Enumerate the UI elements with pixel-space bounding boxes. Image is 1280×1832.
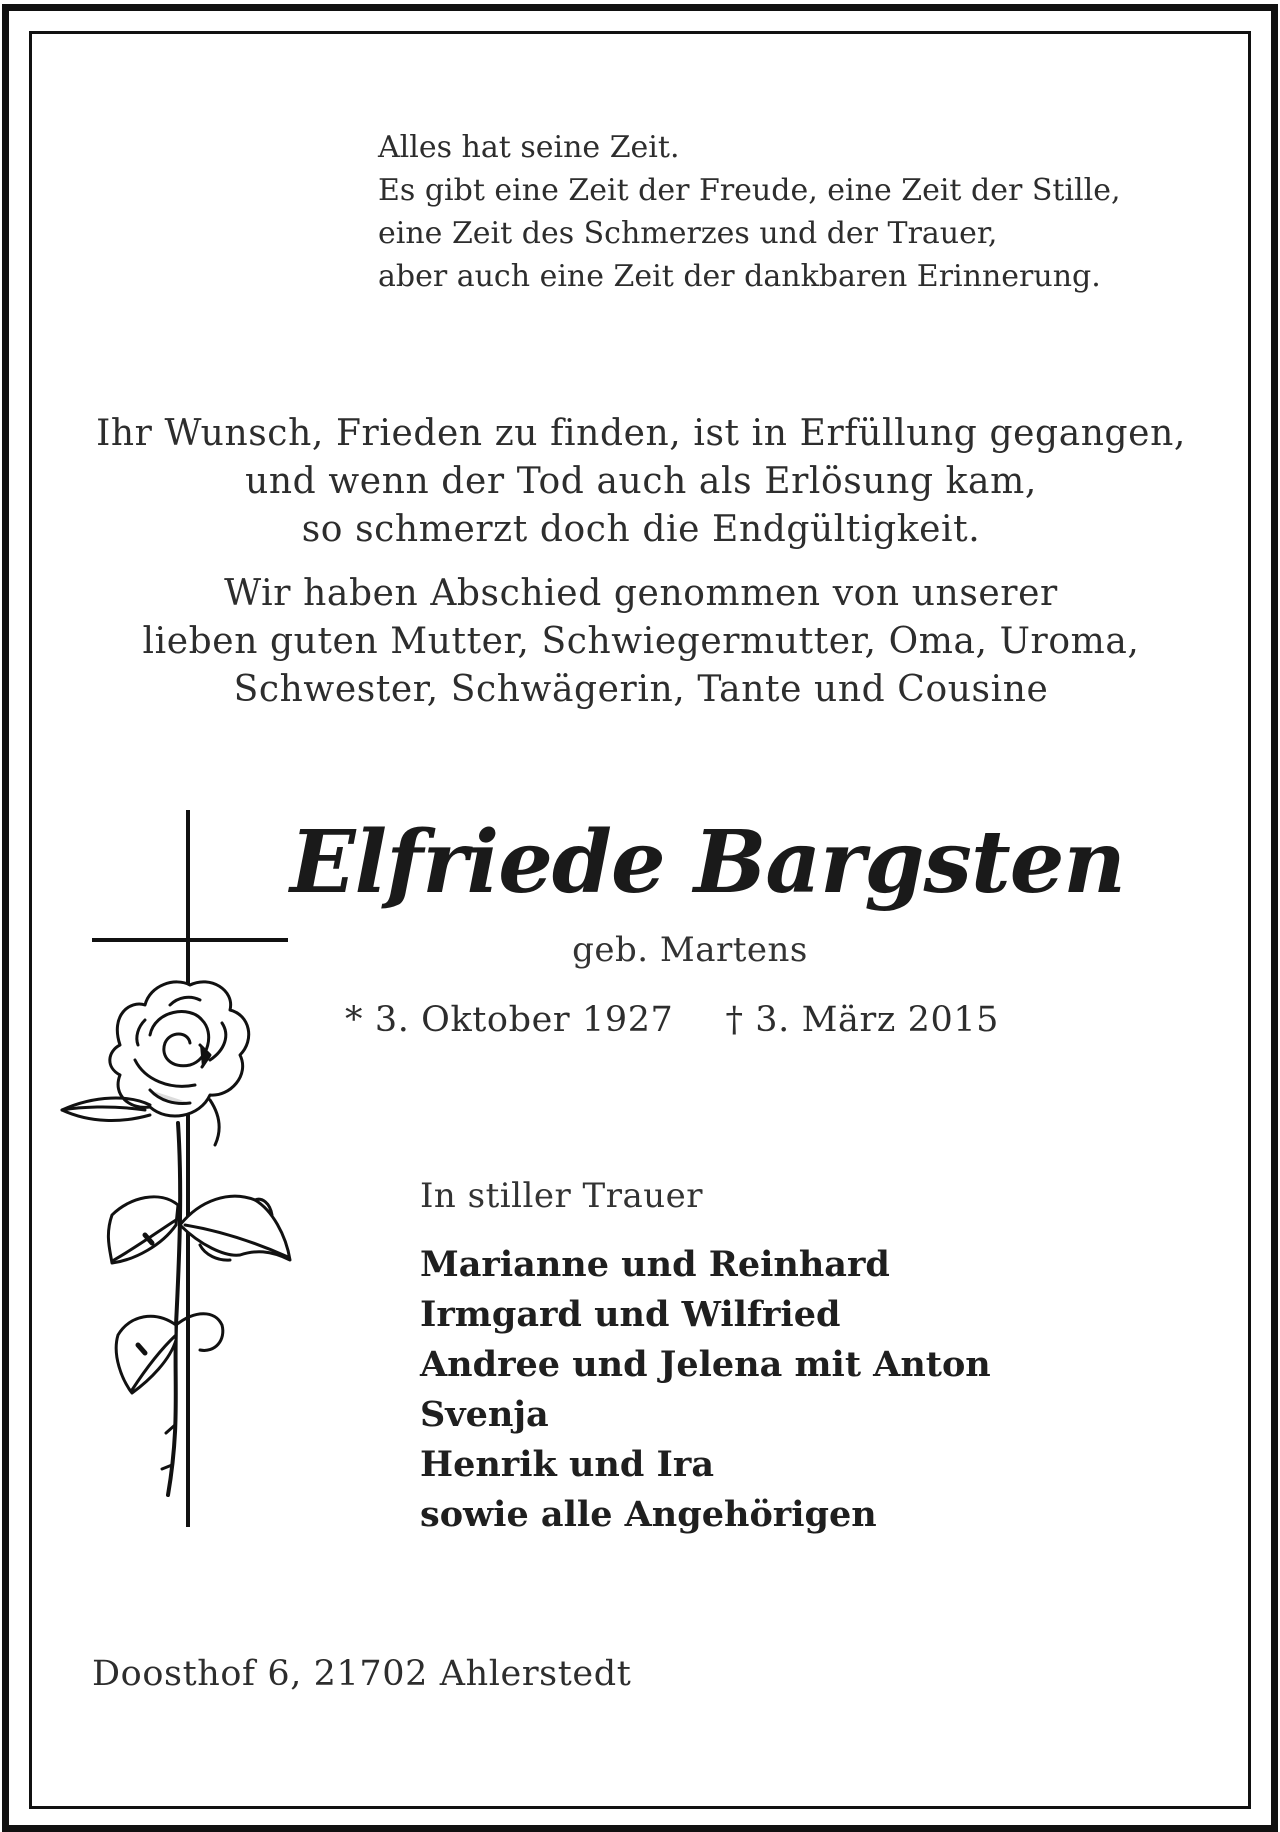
cross-icon xyxy=(92,810,288,1527)
farewell-paragraph xyxy=(60,570,1222,714)
wish-line: Ihr Wunsch, Frieden zu finden, ist in Erfüllung gegangen, xyxy=(96,413,1186,454)
mourner-entry: Marianne und Reinhard xyxy=(420,1244,890,1285)
death-date: † 3. März 2015 xyxy=(725,1000,1000,1040)
farewell-line: lieben guten Mutter, Schwiegermutter, Oma, Uroma, xyxy=(142,621,1140,662)
cross-and-rose-emblem xyxy=(50,805,310,1535)
mourners-list xyxy=(420,1240,991,1540)
motto-line: Alles hat seine Zeit. xyxy=(378,130,680,165)
wish-paragraph xyxy=(60,410,1222,554)
mourner-entry: Svenja xyxy=(420,1394,549,1435)
rose-icon xyxy=(62,982,290,1495)
mourning-intro: In stiller Trauer xyxy=(420,1176,704,1216)
mourner-entry: Andree und Jelena mit Anton xyxy=(420,1344,991,1385)
deceased-name: Elfriede Bargsten xyxy=(290,812,1125,913)
birth-date: * 3. Oktober 1927 xyxy=(345,1000,674,1040)
life-dates xyxy=(345,1000,999,1040)
maiden-name: geb. Martens xyxy=(572,930,808,970)
wish-line: so schmerzt doch die Endgültigkeit. xyxy=(301,509,981,550)
motto-line: eine Zeit des Schmerzes und der Trauer, xyxy=(378,216,998,251)
farewell-line: Wir haben Abschied genommen von unserer xyxy=(224,573,1058,614)
mourner-entry: Henrik und Ira xyxy=(420,1444,714,1485)
motto-line: Es gibt eine Zeit der Freude, eine Zeit der Stille, xyxy=(378,173,1121,208)
mourner-entry: Irmgard und Wilfried xyxy=(420,1294,841,1335)
mourner-entry: sowie alle Angehörigen xyxy=(420,1494,877,1535)
farewell-line: Schwester, Schwägerin, Tante und Cousine xyxy=(233,669,1049,710)
motto-verse xyxy=(378,126,1121,298)
wish-line: und wenn der Tod auch als Erlösung kam, xyxy=(245,461,1037,502)
address: Doosthof 6, 21702 Ahlerstedt xyxy=(92,1654,632,1694)
motto-line: aber auch eine Zeit der dankbaren Erinnerung. xyxy=(378,259,1101,294)
